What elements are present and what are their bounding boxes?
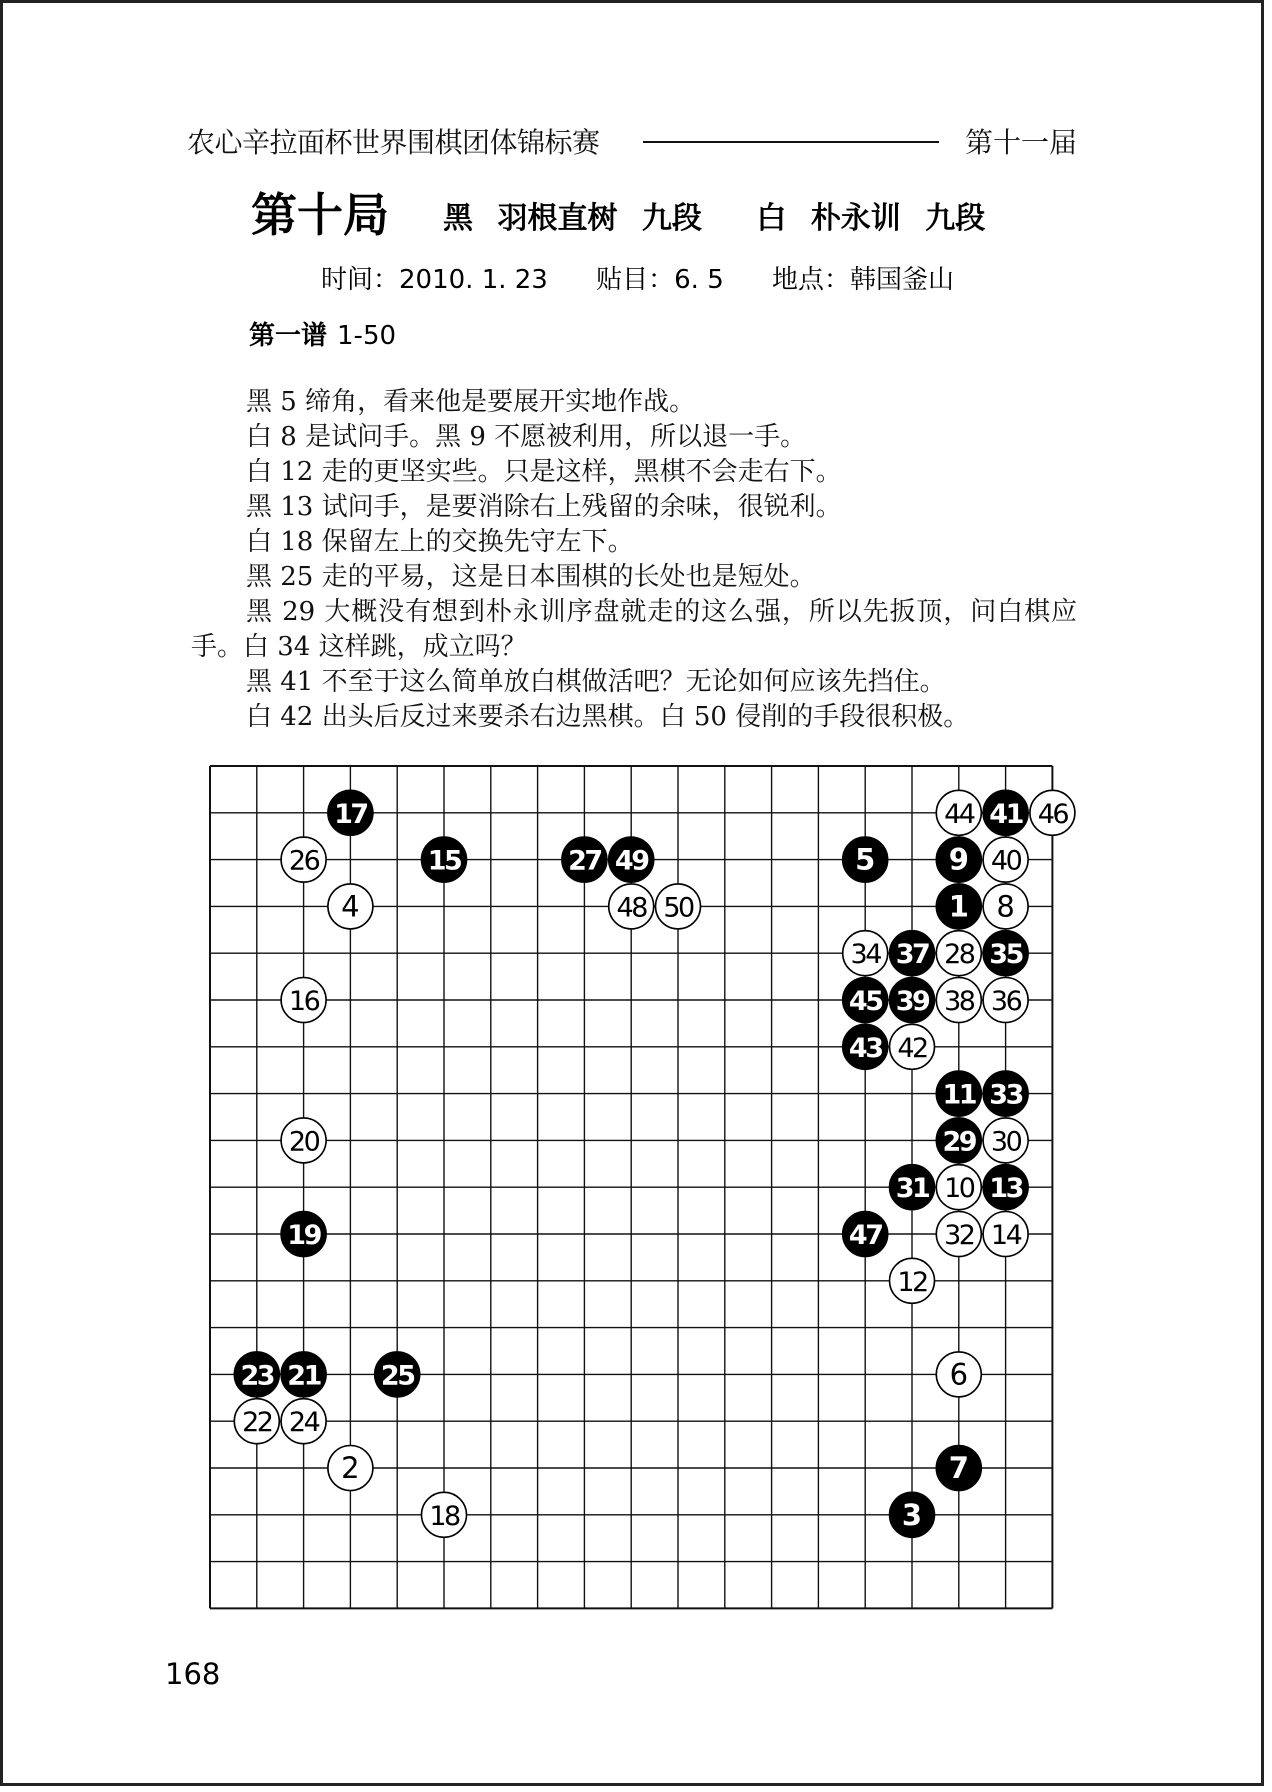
move-number-label: 26 — [288, 845, 319, 877]
move-number-label: 30 — [990, 1126, 1021, 1158]
black-stone — [422, 837, 467, 882]
game-info-line — [321, 259, 994, 296]
black-stone — [936, 884, 981, 929]
move-number-label: 41 — [989, 798, 1022, 830]
move-number-label: 43 — [848, 1032, 882, 1064]
black-rank: 九段 — [641, 201, 702, 236]
move-number-label: 40 — [990, 845, 1021, 877]
move-number-label: 45 — [848, 986, 882, 1017]
move-number-label: 13 — [989, 1173, 1022, 1205]
running-header-title: 农心辛拉面杯世界围棋团体锦标赛 — [187, 126, 600, 159]
figure-label: 第一谱 — [249, 321, 328, 351]
black-stone — [936, 1118, 981, 1163]
move-number-label: 3 — [901, 1497, 923, 1532]
black-stone — [234, 1352, 279, 1397]
move-number-label: 32 — [944, 1220, 974, 1251]
move-number-label: 20 — [288, 1126, 319, 1158]
move-number-label: 31 — [895, 1173, 929, 1205]
white-stone — [936, 1352, 981, 1397]
move-number-label: 23 — [240, 1360, 274, 1392]
move-number-label: 6 — [949, 1357, 969, 1392]
move-number-label: 46 — [1037, 798, 1068, 830]
white-stone — [1030, 790, 1075, 835]
move-number-label: 25 — [380, 1360, 414, 1392]
white-stone — [281, 1118, 326, 1163]
move-number-label: 29 — [942, 1126, 976, 1158]
black-stone — [843, 1212, 888, 1257]
black-stone — [936, 1446, 981, 1491]
move-number-label: 24 — [288, 1407, 319, 1439]
black-stone — [890, 978, 935, 1023]
move-number-label: 38 — [944, 986, 974, 1017]
move-number-label: 34 — [850, 939, 880, 971]
black-stone — [983, 1071, 1028, 1116]
commentary — [191, 385, 1077, 735]
running-header — [187, 121, 1077, 161]
commentary-paragraph: 黑 5 缔角，看来他是要展开实地作战。 — [246, 387, 696, 417]
move-number-label: 9 — [948, 842, 969, 877]
figure-moves: 1-50 — [337, 321, 397, 351]
black-stone — [890, 1492, 935, 1537]
commentary-paragraph: 黑 29 大概没有想到朴永训序盘就走的这么强，所以先扳顶，问白棋应手。白 34 这样跳，成立吗？ — [191, 597, 1077, 662]
white-stone — [936, 1212, 981, 1257]
move-number-label: 44 — [944, 798, 974, 830]
commentary-paragraph: 黑 13 试问手，是要消除右上残留的余味，很锐利。 — [246, 492, 842, 522]
game-komi: 贴目：6. 5 — [596, 265, 724, 295]
white-stone — [936, 978, 981, 1023]
go-board — [209, 765, 1093, 1633]
white-stone — [234, 1399, 279, 1444]
move-number-label: 48 — [616, 892, 646, 924]
move-number-label: 18 — [429, 1500, 459, 1532]
black-stone — [843, 1024, 888, 1069]
white-stone — [328, 884, 373, 929]
game-place: 地点：韩国釜山 — [772, 265, 955, 295]
move-number-label: 8 — [996, 889, 1015, 924]
move-number-label: 50 — [663, 892, 693, 924]
white-stone — [936, 790, 981, 835]
black-label: 黑 — [443, 201, 473, 236]
move-number-label: 28 — [944, 939, 974, 971]
black-stone — [890, 1165, 935, 1210]
move-number-label: 16 — [288, 986, 319, 1017]
running-header-edition: 第十一届 — [964, 126, 1077, 159]
move-number-label: 11 — [942, 1079, 976, 1111]
black-stone — [843, 978, 888, 1023]
black-stone — [983, 931, 1028, 976]
black-stone — [936, 1071, 981, 1116]
move-number-label: 5 — [855, 842, 876, 877]
white-rank: 九段 — [925, 201, 986, 236]
black-stone — [983, 790, 1028, 835]
white-stone — [983, 1212, 1028, 1257]
white-label: 白 — [756, 201, 787, 236]
move-number-label: 49 — [614, 845, 648, 877]
black-stone — [936, 837, 981, 882]
white-stone — [983, 837, 1028, 882]
move-number-label: 35 — [989, 939, 1022, 971]
white-stone — [422, 1492, 467, 1537]
black-stone — [843, 837, 888, 882]
white-stone — [890, 1258, 935, 1303]
white-player: 朴永训 — [810, 201, 901, 236]
white-stone — [609, 884, 654, 929]
go-board-figure — [209, 765, 1093, 1633]
figure-heading — [249, 315, 396, 352]
move-number-label: 21 — [287, 1360, 320, 1392]
move-number-label: 33 — [989, 1079, 1022, 1111]
move-number-label: 12 — [897, 1266, 927, 1298]
black-stone — [562, 837, 607, 882]
white-stone — [983, 978, 1028, 1023]
commentary-paragraph: 白 18 保留左上的交换先守左下。 — [246, 527, 634, 557]
white-stone — [983, 884, 1028, 929]
move-number-label: 22 — [242, 1407, 272, 1439]
commentary-paragraph: 黑 25 走的平易，这是日本围棋的长处也是短处。 — [246, 562, 816, 592]
running-header-rule — [643, 141, 939, 143]
move-number-label: 47 — [848, 1220, 882, 1251]
commentary-paragraph: 白 12 走的更坚实些。只是这样，黑棋不会走右下。 — [246, 457, 842, 487]
black-player: 羽根直树 — [497, 201, 618, 236]
game-title: 第十局 — [251, 188, 389, 242]
players-line — [443, 193, 999, 237]
white-stone — [281, 1399, 326, 1444]
move-number-label: 36 — [990, 986, 1021, 1017]
black-stone — [890, 931, 935, 976]
move-number-label: 27 — [568, 845, 601, 877]
move-number-label: 37 — [895, 939, 929, 971]
move-number-label: 7 — [948, 1451, 969, 1485]
white-stone — [281, 978, 326, 1023]
white-stone — [936, 931, 981, 976]
move-number-label: 19 — [287, 1220, 320, 1251]
game-date: 时间：2010. 1. 23 — [321, 265, 548, 295]
commentary-paragraph: 黑 41 不至于这么简单放白棋做活吧？无论如何应该先挡住。 — [246, 667, 946, 697]
move-number-label: 39 — [895, 986, 929, 1017]
move-number-label: 4 — [341, 889, 360, 924]
black-stone — [281, 1212, 326, 1257]
black-stone — [983, 1165, 1028, 1210]
move-number-label: 15 — [427, 845, 461, 877]
page-number: 168 — [165, 1657, 221, 1691]
move-number-label: 2 — [341, 1451, 360, 1485]
move-number-label: 17 — [334, 798, 367, 830]
white-stone — [936, 1165, 981, 1210]
move-number-label: 42 — [897, 1032, 927, 1064]
white-stone — [983, 1118, 1028, 1163]
move-number-label: 14 — [990, 1220, 1021, 1251]
move-number-label: 10 — [944, 1173, 974, 1205]
black-stone — [375, 1352, 420, 1397]
commentary-paragraph: 白 8 是试问手。黑 9 不愿被利用，所以退一手。 — [246, 422, 807, 452]
white-stone — [843, 931, 888, 976]
white-stone — [656, 884, 701, 929]
black-stone — [609, 837, 654, 882]
black-stone — [281, 1352, 326, 1397]
white-stone — [281, 837, 326, 882]
commentary-paragraph: 白 42 出头后反过来要杀右边黑棋。白 50 侵削的手段很积极。 — [246, 702, 970, 732]
white-stone — [328, 1446, 373, 1491]
move-number-label: 1 — [948, 889, 969, 924]
white-stone — [890, 1024, 935, 1069]
black-stone — [328, 790, 373, 835]
